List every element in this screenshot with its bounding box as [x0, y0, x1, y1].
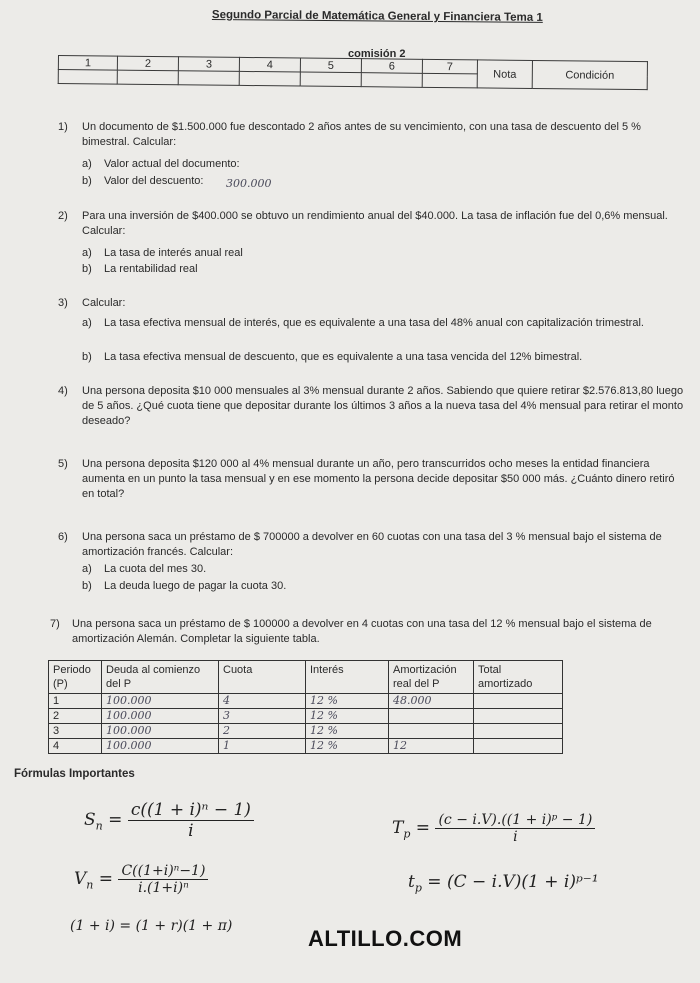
formula-denominator: i: [188, 821, 194, 841]
amortization-cell: [389, 709, 474, 724]
total-cell: [474, 739, 563, 754]
score-col-3: 3: [178, 57, 239, 72]
question-number: 2): [58, 210, 68, 222]
table-row: [49, 739, 563, 754]
question-text: Una persona saca un préstamo de $ 700000 a devolver en 60 cuotas con una tasa del 3 % mensual bajo el sistema de amortización francés. Calcular:: [82, 531, 662, 558]
score-col-7: 7: [422, 59, 477, 74]
question-number: 4): [58, 385, 68, 397]
score-cell: [239, 71, 300, 86]
period-cell: 2: [49, 709, 102, 724]
amortization-cell: 12: [389, 739, 474, 754]
question-number: 7): [50, 618, 60, 630]
interest-cell: 12 %: [306, 739, 389, 754]
item-label: b): [82, 580, 92, 592]
formula-fraction: [118, 863, 208, 896]
score-cell: [422, 73, 477, 88]
score-col-6: 6: [361, 59, 422, 74]
table-header: Periodo (P): [49, 661, 102, 694]
interest-cell: 12 %: [306, 694, 389, 709]
formula-tp: $T_p$ = $\frac{\text{(c − i.V).((1 + i)ᵖ − 1)}}{i}$: [392, 812, 595, 845]
table-header: Amortización real del P: [389, 661, 474, 694]
formula-subscript: n: [86, 878, 94, 892]
question-number: 6): [58, 531, 68, 543]
item-label: a): [82, 563, 92, 575]
score-col-5: 5: [300, 58, 361, 73]
debt-cell: 100.000: [102, 709, 219, 724]
debt-cell: 100.000: [102, 724, 219, 739]
score-col-2: 2: [117, 56, 178, 71]
period-cell: 3: [49, 724, 102, 739]
formula-fraction: [435, 812, 595, 845]
period-cell: 1: [49, 694, 102, 709]
formula-denominator: i.(1+i)ⁿ: [138, 880, 189, 896]
score-col-condicion: Condición: [532, 60, 647, 89]
item-text: La tasa efectiva mensual de descuento, que es equivalente a una tasa vencida del 12% bimestral.: [104, 351, 583, 363]
debt-cell: 100.000: [102, 694, 219, 709]
score-cell: [361, 73, 422, 88]
amortization-cell: 48.000: [389, 694, 474, 709]
item-text: Valor del descuento:: [104, 175, 204, 187]
item-label: a): [82, 158, 92, 170]
formula-fraction: [128, 800, 254, 841]
item-label: b): [82, 351, 92, 363]
question-number: 3): [58, 297, 68, 309]
question-text: Un documento de $1.500.000 fue descontado 2 años antes de su vencimiento, con una tasa de descuento del 5 % bimestral. Calcular:: [82, 121, 641, 148]
formula-t: [408, 872, 599, 894]
item-text: Valor actual del documento:: [104, 158, 240, 170]
question-text: Calcular:: [82, 297, 126, 309]
payment-cell: 4: [219, 694, 306, 709]
question-number: 1): [58, 121, 68, 133]
question-text: Una persona deposita $10 000 mensuales al 3% mensual durante 2 años. Sabiendo que quiere retirar $2.576.813,80 luego de 5 años. ¿Qué cuota tiene que depositar durante los últimos 3 años a la nueva tasa del 4% mensual para retirar el monto deseado?: [82, 385, 684, 427]
formula-denominator: i: [513, 829, 518, 845]
formula-relation: (1 + i) = (1 + r)(1 + π): [70, 918, 233, 934]
score-cell: [300, 72, 361, 87]
item-text: La rentabilidad real: [104, 263, 198, 275]
amortization-table: [48, 660, 563, 754]
score-col-4: 4: [239, 57, 300, 72]
item-text: La deuda luego de pagar la cuota 30.: [104, 580, 287, 592]
score-grid: [58, 55, 648, 90]
formula-vn: $V_n$ = $\frac{\text{C((1+i)ⁿ−1)}}{\text{i.(1+i)ⁿ}}$: [74, 863, 208, 896]
period-cell: 4: [49, 739, 102, 754]
score-cell: [117, 70, 178, 85]
score-col-1: 1: [58, 56, 117, 71]
score-cell: [58, 70, 117, 85]
exam-title: Segundo Parcial de Matemática General y Financiera Tema 1: [211, 9, 543, 24]
table-header: Deuda al comienzo del P: [102, 661, 219, 694]
formula-subscript: n: [95, 819, 103, 833]
interest-cell: 12 %: [306, 724, 389, 739]
formula-lhs: V: [74, 869, 87, 889]
table-header: Cuota: [219, 661, 306, 694]
formula-subscript: p: [403, 827, 411, 841]
amortization-cell: [389, 724, 474, 739]
question-text: Para una inversión de $400.000 se obtuvo un rendimiento anual del $40.000. La tasa de inflación fue del 0,6% mensual. Calcular:: [82, 210, 668, 237]
item-text: La tasa de interés anual real: [104, 247, 243, 259]
question-number: 5): [58, 458, 68, 470]
formula-rhs: = (C − i.V)(1 + i)ᵖ⁻¹: [427, 872, 599, 892]
item-text: La cuota del mes 30.: [104, 563, 207, 575]
table-row: [49, 694, 563, 709]
watermark: ALTILLO.COM: [308, 926, 463, 951]
formulas-title: Fórmulas Importantes: [14, 768, 135, 780]
formula-numerator: (c − i.V).((1 + i)ᵖ − 1): [435, 812, 595, 829]
formula-lhs: T: [392, 818, 404, 838]
formula-numerator: c((1 + i)ⁿ − 1): [128, 800, 254, 821]
formula-numerator: C((1+i)ⁿ−1): [118, 863, 208, 880]
payment-cell: 2: [219, 724, 306, 739]
formula-sn: $S_n$ = $\frac{\text{c((1 + i)ⁿ − 1)}}{i}$: [84, 800, 254, 841]
table-header: Total amortizado: [474, 661, 563, 694]
score-cell: [178, 71, 239, 86]
comision-label: comisión 2: [348, 48, 406, 60]
question-text: Una persona saca un préstamo de $ 100000 a devolver en 4 cuotas con una tasa del 12 % mensual bajo el sistema de amortización Alemán. Completar la siguiente tabla.: [72, 618, 652, 645]
item-label: b): [82, 263, 92, 275]
total-cell: [474, 724, 563, 739]
question-text: Una persona deposita $120 000 al 4% mensual durante un año, pero transcurridos ocho meses la entidad financiera aumenta en un punto la tasa mensual y en ese momento la persona decide depositar $50 000 más. ¿Cuánto dinero retiró en total?: [82, 458, 675, 500]
item-label: a): [82, 247, 92, 259]
payment-cell: 3: [219, 709, 306, 724]
formula-lhs: S: [84, 810, 96, 830]
total-cell: [474, 694, 563, 709]
formula-subscript: p: [414, 881, 422, 895]
formula-lhs: t: [408, 872, 415, 892]
debt-cell: 100.000: [102, 739, 219, 754]
table-row: [49, 709, 563, 724]
interest-cell: 12 %: [306, 709, 389, 724]
payment-cell: 1: [219, 739, 306, 754]
score-col-nota: Nota: [477, 60, 532, 89]
handwritten-answer: 300.000: [226, 177, 272, 190]
table-row: [49, 724, 563, 739]
total-cell: [474, 709, 563, 724]
item-text: La tasa efectiva mensual de interés, que es equivalente a una tasa del 48% anual con capitalización trimestral.: [104, 317, 644, 329]
item-label: a): [82, 317, 92, 329]
item-label: b): [82, 175, 92, 187]
table-header: Interés: [306, 661, 389, 694]
